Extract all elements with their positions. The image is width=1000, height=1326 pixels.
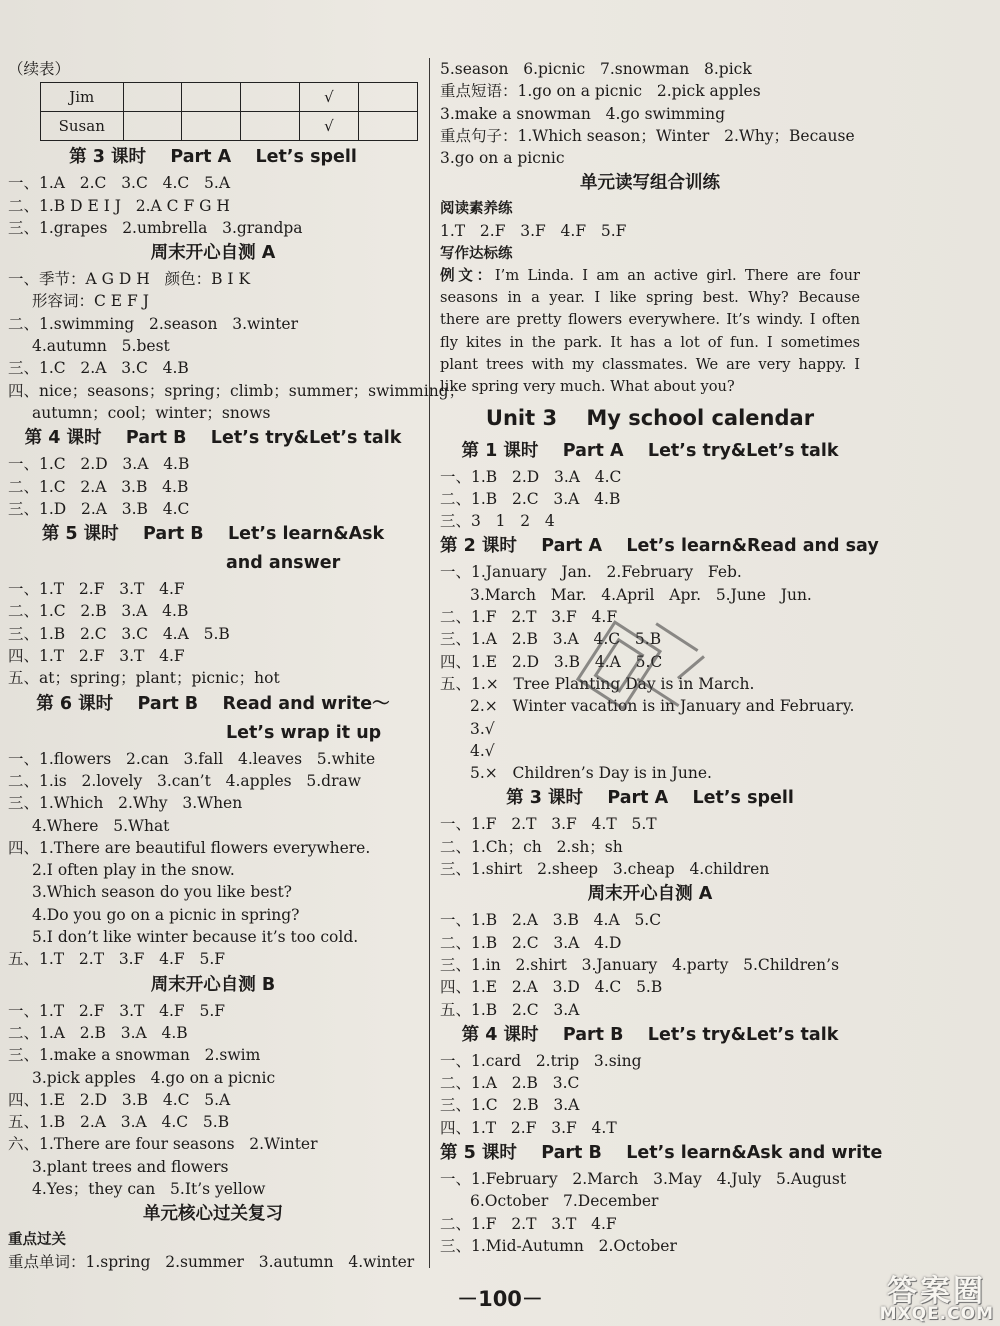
watermark-url: MXQE.COM (879, 1304, 994, 1324)
table-cell (182, 83, 241, 112)
table-cell (359, 112, 418, 141)
sample-essay-label: 例文： (440, 266, 495, 284)
answer-line: 一、1.B 2.A 3.B 4.A 5.C (440, 911, 662, 930)
answer-line: 一、1.T 2.F 3.T 4.F 5.F (8, 1001, 226, 1020)
section-heading: 周末开心自测 A (150, 243, 276, 264)
table-cell-name: Susan (41, 112, 124, 141)
answer-line: 一、1.C 2.D 3.A 4.B (8, 455, 190, 474)
answer-line: 3.March Mar. 4.April Apr. 5.June Jun. (470, 585, 812, 604)
answer-line: 二、1.C 2.B 3.A 4.B (8, 602, 189, 621)
section-heading: 第 4 课时 Part B Let’s try&Let’s talk (24, 428, 402, 449)
answer-line: 三、1.grapes 2.umbrella 3.grandpa (8, 218, 303, 237)
answer-line: 二、1.C 2.A 3.B 4.B (8, 477, 189, 496)
answer-line: 4.autumn 5.best (32, 337, 170, 356)
answer-line: 5.I don’t like winter because it’s too cold. (32, 928, 359, 947)
answer-line: 4.√ (470, 741, 495, 760)
answer-line: 一、季节：A G D H 颜色：B I K (8, 270, 251, 289)
answer-line: 三、1.make a snowman 2.swim (8, 1046, 261, 1065)
answer-line: 重点短语：1.go on a picnic 2.pick apples (440, 82, 761, 101)
answer-line: 4.Yes；they can 5.It’s yellow (32, 1179, 266, 1198)
answer-line: 三、1.C 2.A 3.C 4.B (8, 359, 189, 378)
table-row (41, 83, 418, 112)
section-heading: 第 5 课时 Part B Let’s learn&Ask and write (440, 1142, 883, 1163)
table-cell-check: √ (299, 112, 359, 141)
answer-line: 4.Where 5.What (32, 816, 170, 835)
answer-line: 三、1.in 2.shirt 3.January 4.party 5.Children’s (440, 955, 840, 974)
answer-line: 一、1.February 2.March 3.May 4.July 5.August (440, 1169, 847, 1188)
answer-line: 一、1.T 2.F 3.T 4.F (8, 580, 185, 599)
column-divider (429, 58, 430, 1268)
answer-line: 二、1.B D E I J 2.A C F G H (8, 196, 230, 215)
section-heading: 第 3 课时 Part A Let’s spell (69, 147, 357, 168)
answer-line: 一、1.B 2.D 3.A 4.C (440, 467, 622, 486)
section-heading: 单元读写组合训练 (580, 173, 720, 194)
table-cell (240, 83, 299, 112)
answer-line: 一、1.flowers 2.can 3.fall 4.leaves 5.white (8, 749, 376, 768)
section-heading-cont: Let’s wrap it up (226, 722, 382, 743)
section-heading: 第 2 课时 Part A Let’s learn&Read and say (440, 536, 879, 557)
answer-line: autumn；cool；winter；snows (32, 403, 271, 422)
section-heading: 第 5 课时 Part B Let’s learn&Ask (41, 524, 385, 545)
table-cell (240, 112, 299, 141)
answer-table (40, 82, 418, 141)
section-heading: 单元核心过关复习 (143, 1204, 283, 1225)
answer-line: 3.pick apples 4.go on a picnic (32, 1068, 276, 1087)
answer-line: 四、1.E 2.D 3.B 4.A 5.C (440, 652, 663, 671)
table-cell-name: Jim (41, 83, 124, 112)
page-number: －100－ (457, 1287, 543, 1311)
answer-line: 一、1.card 2.trip 3.sing (440, 1051, 642, 1070)
section-heading: 第 6 课时 Part B Read and write～ (36, 693, 390, 714)
answer-line: 一、1.A 2.C 3.C 4.C 5.A (8, 174, 231, 193)
answer-line: 五、at；spring；plant；picnic；hot (8, 669, 280, 688)
answer-line: 六、1.There are four seasons 2.Winter (8, 1135, 318, 1154)
answer-line: 3.√ (470, 719, 495, 738)
answer-line: 二、1.B 2.C 3.A 4.D (440, 933, 622, 952)
table-row (41, 112, 418, 141)
section-heading: 第 3 课时 Part A Let’s spell (506, 788, 794, 809)
table-cell (182, 112, 241, 141)
answer-line: 重点句子：1.Which season；Winter 2.Why；Because (440, 126, 855, 145)
answer-line: 重点单词：1.spring 2.summer 3.autumn 4.winter (8, 1253, 415, 1272)
answer-line: 三、3 1 2 4 (440, 512, 555, 531)
section-heading: 第 4 课时 Part B Let’s try&Let’s talk (461, 1024, 839, 1045)
answer-line: 3.go on a picnic (440, 149, 565, 168)
answer-line: 4.Do you go on a picnic in spring? (32, 905, 300, 924)
left-answer-lines (8, 143, 465, 1273)
section-heading: 周末开心自测 A (587, 884, 713, 905)
answer-line: 四、1.T 2.F 3.F 4.T (440, 1118, 617, 1137)
answer-line: 五、1.T 2.T 3.F 4.F 5.F (8, 950, 226, 969)
sample-essay (440, 265, 860, 399)
subsection-label: 写作达标练 (440, 245, 513, 262)
left-column (8, 58, 465, 1274)
answer-line: 四、1.E 2.A 3.D 4.C 5.B (440, 978, 663, 997)
answer-line: 四、1.T 2.F 3.T 4.F (8, 647, 185, 666)
answer-line: 四、1.E 2.D 3.B 4.C 5.A (8, 1090, 231, 1109)
answer-line: 3.Which season do you like best? (32, 883, 292, 902)
answer-line: 3.plant trees and flowers (32, 1157, 229, 1176)
site-watermark (810, 1264, 1000, 1326)
table-cell (123, 83, 182, 112)
answer-line: 二、1.F 2.T 3.F 4.F (440, 608, 618, 627)
section-heading: 第 1 课时 Part A Let’s try&Let’s talk (461, 440, 839, 461)
table-cell-check: √ (299, 83, 359, 112)
answer-line: 二、1.B 2.C 3.A 4.B (440, 489, 621, 508)
answer-line: 二、1.A 2.B 3.A 4.B (8, 1023, 188, 1042)
answer-line: 五、1.B 2.A 3.A 4.C 5.B (8, 1113, 230, 1132)
answer-line: 五、1.× Tree Planting Day is in March. (440, 674, 755, 693)
answer-line: 二、1.is 2.lovely 3.can’t 4.apples 5.draw (8, 771, 361, 790)
watermark-logo-text: 答案圈 (887, 1274, 986, 1309)
answer-line: 四、nice；seasons；spring；climb；summer；swimming； (8, 381, 465, 400)
sample-essay-text: I’m Linda. I am an active girl. There are four seasons in a year. I like spring best. Why? Because there are pretty flowers everywhere. It’s windy. I often fly kites in the park. It has a lot of fun. I sometimes plant trees with my classmates. We are very happy. I like spring very much. What about you? (440, 266, 860, 396)
subsection-label: 阅读素养练 (440, 201, 513, 218)
answer-line: 2.I often play in the snow. (32, 861, 235, 880)
answer-line: 5.× Children’s Day is in June. (470, 764, 712, 783)
answer-line: 5.season 6.picnic 7.snowman 8.pick (440, 60, 752, 78)
answer-line: 1.T 2.F 3.F 4.F 5.F (440, 222, 627, 241)
continued-label: （续表） (8, 60, 71, 78)
table-cell (123, 112, 182, 141)
answer-line: 二、1.Ch；ch 2.sh；sh (440, 837, 623, 856)
answer-line: 形容词：C E F J (32, 292, 149, 311)
answer-line: 三、1.A 2.B 3.A 4.C 5.B (440, 630, 662, 649)
section-heading-cont: and answer (226, 553, 341, 574)
answer-line: 三、1.B 2.C 3.C 4.A 5.B (8, 624, 230, 643)
unit-title: Unit 3 My school calendar (485, 405, 815, 430)
answer-line: 三、1.Which 2.Why 3.When (8, 794, 243, 813)
answer-line: 五、1.B 2.C 3.A (440, 1000, 580, 1019)
answer-line: 2.× Winter vacation is in January and February. (470, 697, 855, 716)
answer-line: 四、1.There are beautiful flowers everywhere. (8, 838, 371, 857)
answer-line: 3.make a snowman 4.go swimming (440, 104, 726, 123)
answer-line: 二、1.swimming 2.season 3.winter (8, 314, 299, 333)
answer-line: 一、1.F 2.T 3.F 4.T 5.T (440, 815, 657, 834)
table-cell (359, 83, 418, 112)
answer-line: 二、1.F 2.T 3.T 4.F (440, 1214, 617, 1233)
answer-line: 三、1.D 2.A 3.B 4.C (8, 499, 190, 518)
answer-line: 6.October 7.December (470, 1192, 659, 1211)
answer-line: 一、1.January Jan. 2.February Feb. (440, 563, 742, 582)
answer-line: 三、1.Mid-Autumn 2.October (440, 1236, 677, 1255)
answer-line: 三、1.shirt 2.sheep 3.cheap 4.children (440, 860, 770, 879)
answer-line: 二、1.A 2.B 3.C (440, 1074, 580, 1093)
answer-line: 三、1.C 2.B 3.A (440, 1096, 580, 1115)
subsection-label: 重点过关 (8, 1232, 66, 1249)
section-heading: 周末开心自测 B (150, 974, 276, 995)
